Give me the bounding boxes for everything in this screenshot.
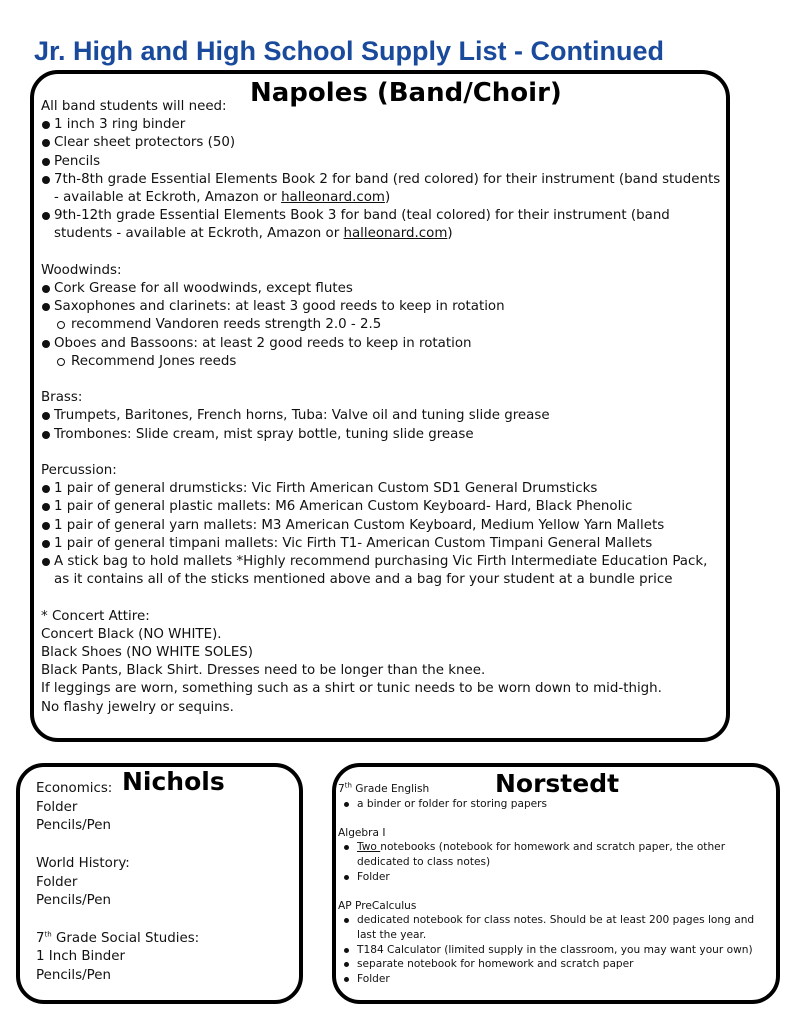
list-item: Folder: [338, 870, 774, 885]
list-item: dedicated notebook for class notes. Should be at least 200 pages long and last the year.: [338, 913, 774, 942]
list-item: T184 Calculator (limited supply in the classroom, you may want your own): [338, 943, 774, 958]
attire-line: If leggings are worn, something such as a shirt or tunic needs to be worn down to mid-thigh.: [41, 681, 662, 697]
woodwinds-label: Woodwinds:: [41, 262, 122, 278]
algebra-label: Algebra I: [338, 826, 386, 839]
attire-line: No flashy jewelry or sequins.: [41, 699, 234, 715]
ee-book2-text: 7th-8th grade Essential Elements Book 2 for band (red colored) for their instrument (band students - available at Eckroth, Amazon or: [54, 171, 721, 206]
english-text: Grade English: [351, 783, 430, 795]
close-paren: ): [384, 190, 391, 206]
two-underlined: Two: [357, 841, 381, 854]
sub-list-item: Recommend Jones reeds: [41, 353, 721, 371]
list-item: [338, 840, 774, 869]
list-item: A stick bag to hold mallets *Highly recommend purchasing Vic Firth Intermediate Education Pack, as it contains all of the sticks mentioned above and a bag for your student at a bundle price: [41, 553, 721, 589]
algebra-notebooks-text: notebooks (notebook for homework and scratch paper, the other dedicated to class notes): [357, 841, 726, 868]
attire-line: Concert Black (NO WHITE).: [41, 626, 222, 642]
list-item: Trombones: Slide cream, mist spray bottle, tuning slide grease: [41, 426, 721, 444]
list-item: Pencils/Pen: [36, 968, 111, 983]
sub-list-item: recommend Vandoren reeds strength 2.0 - 2.5: [41, 316, 721, 334]
list-item: 1 pair of general plastic mallets: M6 American Custom Keyboard- Hard, Black Phenolic: [41, 498, 721, 516]
brass-label: Brass:: [41, 390, 83, 406]
precalc-label: AP PreCalculus: [338, 899, 417, 912]
list-item: Pencils/Pen: [36, 893, 111, 909]
norstedt-content: [338, 782, 774, 986]
list-item: Trumpets, Baritones, French horns, Tuba: Valve oil and tuning slide grease: [41, 407, 721, 425]
list-item: Cork Grease for all woodwinds, except flutes: [41, 280, 721, 298]
list-item: Folder: [36, 799, 78, 815]
list-item: Folder: [36, 874, 78, 890]
attire-line: Black Shoes (NO WHITE SOLES): [41, 645, 254, 661]
list-item: Oboes and Bassoons: at least 2 good reeds to keep in rotation: [41, 335, 721, 353]
halleonard-link[interactable]: halleonard.com: [281, 190, 385, 206]
napoles-content: [41, 98, 721, 717]
close-paren: ): [447, 226, 453, 242]
world-history-label: World History:: [36, 855, 130, 871]
grade-suffix: th: [44, 930, 52, 939]
page-title: Jr. High and High School Supply List - Continued: [34, 36, 664, 66]
napoles-heading: Napoles (Band/Choir): [250, 78, 562, 108]
list-item: a binder or folder for storing papers: [338, 797, 774, 812]
nichols-content: [36, 780, 266, 986]
halleonard-link[interactable]: halleonard.com: [343, 226, 448, 242]
list-item: [41, 207, 721, 243]
attire-line: Black Pants, Black Shirt. Dresses need to be longer than the knee.: [41, 663, 486, 679]
list-item: 1 inch 3 ring binder: [41, 116, 721, 134]
list-item: 1 pair of general timpani mallets: Vic Firth T1- American Custom Timpani General Mallets: [41, 535, 721, 553]
grade-suffix: th: [344, 781, 352, 790]
list-item: separate notebook for homework and scratch paper: [338, 957, 774, 972]
social-studies-label: [36, 930, 266, 949]
norstedt-heading: Norstedt: [495, 769, 620, 798]
percussion-label: Percussion:: [41, 463, 117, 479]
list-item: Folder: [338, 972, 774, 987]
band-intro: All band students will need:: [41, 99, 227, 114]
list-item: Pencils: [41, 153, 721, 171]
list-item: 1 pair of general drumsticks: Vic Firth American Custom SD1 General Drumsticks: [41, 480, 721, 498]
list-item: Saxophones and clarinets: at least 3 good reeds to keep in rotation: [41, 298, 721, 316]
list-item: [41, 171, 721, 207]
economics-label: Economics:: [36, 781, 113, 796]
attire-label: * Concert Attire:: [41, 608, 150, 624]
social-studies-text: Grade Social Studies:: [51, 930, 200, 946]
ee-book3-text: 9th-12th grade Essential Elements Book 3 for band (teal colored) for their instrument (band students - available at Eckroth, Amazon or: [54, 208, 670, 242]
list-item: 1 Inch Binder: [36, 949, 125, 965]
grade-number: 7: [338, 783, 345, 795]
english-label: [338, 782, 774, 797]
list-item: Pencils/Pen: [36, 818, 111, 834]
nichols-heading: Nichols: [122, 767, 225, 796]
list-item: 1 pair of general yarn mallets: M3 American Custom Keyboard, Medium Yellow Yarn Mallets: [41, 517, 721, 535]
list-item: Clear sheet protectors (50): [41, 134, 721, 152]
grade-number: 7: [36, 930, 45, 946]
